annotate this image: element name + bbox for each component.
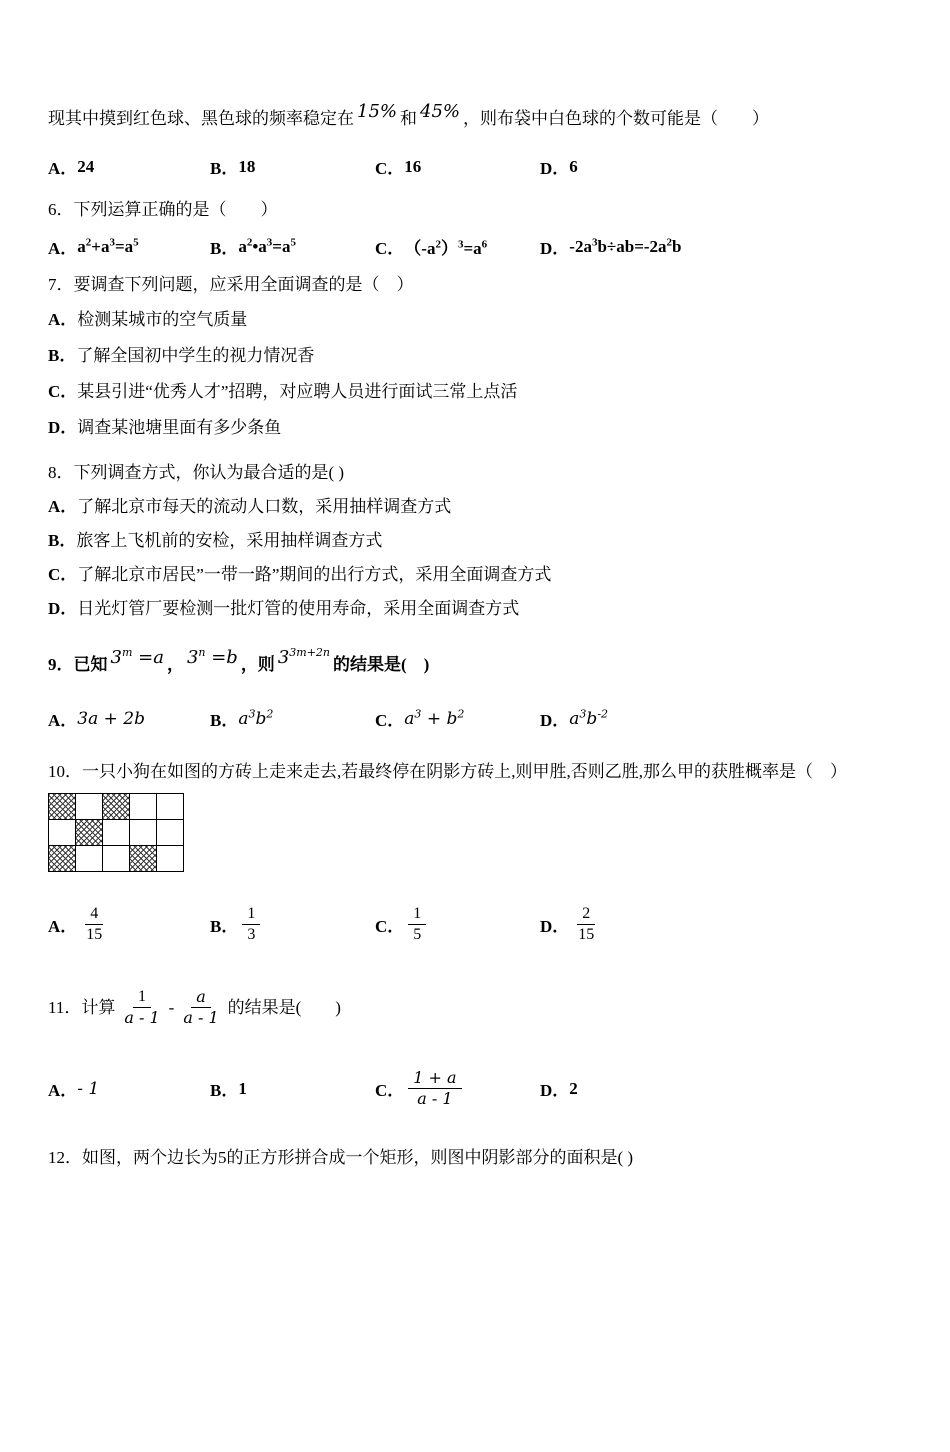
option-label: A．: [48, 239, 78, 258]
option-label: B．: [210, 159, 239, 178]
q5-option-b: [210, 154, 375, 179]
q11-number: 11．: [48, 997, 82, 1017]
fraction: [119, 987, 164, 1028]
q8-stem-text: 下列调查方式，你认为最合适的是( ): [73, 463, 345, 482]
q6-stem-text: 下列运算正确的是（ ）: [73, 200, 278, 219]
q9-tail: 的结果是( ): [333, 655, 430, 674]
option-label: D．: [540, 917, 570, 936]
grid-cell: [103, 846, 130, 872]
fraction-numerator: 4: [85, 904, 103, 925]
q10-stem: [48, 761, 890, 783]
q7-options: [48, 302, 890, 446]
fraction-denominator: 5: [413, 926, 422, 943]
q11-option-c: [375, 1068, 540, 1109]
q10-option-a: [48, 904, 210, 945]
option-label: B．: [48, 346, 77, 365]
q9-option-d: [540, 706, 890, 731]
q9-known: 已知: [73, 655, 108, 674]
option-text: 检测某城市的空气质量: [77, 310, 248, 329]
option-expression: $(-a^2)^3=a^6$: [404, 238, 488, 258]
grid-cell: [130, 820, 157, 846]
q9-options: [48, 706, 890, 731]
q6-stem: [48, 199, 890, 221]
fraction-denominator: a - 1: [183, 1008, 219, 1027]
fraction-numerator: a: [191, 987, 211, 1008]
q12-stem: [48, 1147, 890, 1169]
q5-stem-before: 现其中摸到红色球、黑色球的频率稳定在: [48, 109, 354, 128]
q8-stem: [48, 462, 890, 484]
fraction: [242, 904, 260, 945]
q9-expression-2: $3^n =b$: [186, 646, 238, 668]
fraction-numerator: 1: [242, 904, 260, 925]
option-label: D．: [540, 239, 570, 258]
option-value: 2: [569, 1078, 578, 1098]
q7-option-d: [48, 410, 890, 446]
q6-option-c: [375, 234, 540, 259]
q9-separator-2: ，则: [240, 655, 275, 674]
grid-cell-shaded: [76, 820, 103, 846]
q11-tail: 的结果是( ): [227, 997, 341, 1017]
option-text: 了解北京市居民”一带一路”期间的出行方式，采用全面调查方式: [77, 565, 552, 584]
q6-option-d: [540, 234, 890, 259]
fraction-numerator: 1 + a: [408, 1068, 461, 1089]
option-expression: $-2a^3b\div ab=-2a^2b$: [569, 235, 682, 256]
q5-option-d: [540, 154, 890, 179]
grid-cell: [76, 846, 103, 872]
option-label: D．: [48, 418, 78, 437]
option-label: D．: [540, 1081, 570, 1100]
option-label: A．: [48, 159, 78, 178]
q9-option-a: [48, 706, 210, 731]
fraction: [81, 904, 107, 945]
q12-number: 12．: [48, 1148, 82, 1167]
q11-option-a: [48, 1076, 210, 1101]
q11-minus-sign: -: [168, 997, 175, 1017]
q8-option-a: [48, 490, 890, 524]
grid-cell-shaded: [49, 794, 76, 820]
option-label: C．: [48, 565, 78, 584]
option-value: - 1: [77, 1078, 100, 1099]
option-text: 了解北京市每天的流动人口数，采用抽样调查方式: [77, 497, 452, 516]
q10-option-d: [540, 904, 890, 945]
q10-stem-text: 一只小狗在如图的方砖上走来走去,若最终停在阴影方砖上,则甲胜,否则乙胜,那么甲的获胜概率是（ ）: [82, 762, 847, 781]
q6-options: [48, 234, 890, 259]
grid-cell: [76, 794, 103, 820]
q5-option-c: [375, 154, 540, 179]
q5-options: [48, 154, 890, 179]
option-text: 某县引进“优秀人才”招聘，对应聘人员进行面试三常上点活: [77, 382, 518, 401]
grid-cell-shaded: [130, 846, 157, 872]
q6-option-a: [48, 234, 210, 259]
q7-stem-text: 要调查下列问题，应采用全面调查的是（ ）: [73, 275, 414, 294]
fraction-denominator: 15: [578, 926, 595, 943]
option-label: D．: [540, 159, 570, 178]
q9-expression-3: $3^{3m+2n}$: [277, 646, 330, 668]
q5-option-a: [48, 154, 210, 179]
option-label: B．: [210, 239, 239, 258]
fraction-numerator: 2: [577, 904, 595, 925]
option-expression: $a^2•a^3=a^5$: [238, 235, 296, 256]
option-text: 旅客上飞机前的安检，采用抽样调查方式: [76, 531, 383, 550]
option-expression: $a^3b^{-2}$: [569, 706, 609, 729]
grid-cell: [130, 794, 157, 820]
q11-option-d: [540, 1076, 890, 1101]
option-value: 6: [569, 156, 578, 176]
option-label: A．: [48, 497, 78, 516]
option-label: A．: [48, 1081, 78, 1100]
option-value: 18: [238, 156, 256, 176]
fraction-denominator: 15: [86, 926, 103, 943]
fraction-denominator: 3: [247, 926, 256, 943]
q8-option-b: [48, 524, 890, 558]
fraction: [573, 904, 599, 945]
option-value: 16: [404, 156, 422, 176]
q10-grid: [48, 793, 184, 872]
option-label: A．: [48, 917, 78, 936]
option-label: C．: [48, 382, 78, 401]
q11-lead: 计算: [81, 997, 116, 1017]
q10-option-c: [375, 904, 540, 945]
q6-number: 6．: [48, 200, 74, 219]
q5-percent-2: 45%: [420, 101, 461, 122]
grid-cell: [157, 794, 184, 820]
grid-cell: [103, 820, 130, 846]
option-value: 24: [77, 156, 95, 176]
option-label: D．: [540, 711, 570, 730]
option-label: B．: [210, 1081, 239, 1100]
q9-stem: [48, 646, 890, 678]
fraction-numerator: 1: [133, 987, 151, 1008]
fraction-numerator: 1: [408, 904, 426, 925]
option-label: B．: [48, 531, 77, 550]
grid-cell-shaded: [103, 794, 130, 820]
q7-stem: [48, 274, 890, 296]
q5-stem-after: ，则布袋中白色球的个数可能是（ ）: [463, 109, 770, 128]
option-expression: $a^3 + b^2$: [404, 706, 465, 729]
option-label: C．: [375, 711, 405, 730]
q9-expression-1: $3^m =a$: [110, 646, 164, 668]
q7-option-b: [48, 338, 890, 374]
fraction: [408, 1068, 461, 1109]
q9-option-b: [210, 706, 375, 731]
option-expression: 3a + 2b: [77, 708, 145, 729]
q11-option-b: [210, 1076, 375, 1101]
q8-option-c: [48, 558, 890, 592]
option-label: C．: [375, 917, 405, 936]
option-value: 1: [238, 1078, 247, 1098]
q9-option-c: [375, 706, 540, 731]
option-label: C．: [375, 239, 405, 258]
q5-stem: [48, 101, 890, 130]
option-label: A．: [48, 310, 78, 329]
q8-options: [48, 490, 890, 626]
fraction-denominator: a - 1: [124, 1008, 160, 1027]
fraction: [408, 904, 426, 945]
q7-number: 7．: [48, 275, 74, 294]
q7-option-a: [48, 302, 890, 338]
q8-option-d: [48, 592, 890, 626]
exam-page: [0, 101, 950, 1169]
q9-number: 9．: [48, 655, 74, 674]
option-label: A．: [48, 711, 78, 730]
option-label: D．: [48, 599, 78, 618]
option-text: 调查某池塘里面有多少条鱼: [77, 418, 282, 437]
option-text: 了解全国初中学生的视力情况香: [76, 346, 315, 365]
q5-conjunction: 和: [400, 109, 418, 128]
q9-separator-1: ，: [166, 655, 184, 674]
option-label: C．: [375, 159, 405, 178]
grid-cell: [157, 846, 184, 872]
grid-cell: [157, 820, 184, 846]
option-label: B．: [210, 917, 239, 936]
grid-cell: [49, 820, 76, 846]
q5-percent-1: 15%: [357, 101, 398, 122]
option-label: B．: [210, 711, 239, 730]
q10-options: [48, 904, 890, 945]
q7-option-c: [48, 374, 890, 410]
option-text: 日光灯管厂要检测一批灯管的使用寿命，采用全面调查方式: [77, 599, 520, 618]
q6-option-b: [210, 234, 375, 259]
option-label: C．: [375, 1081, 405, 1100]
fraction: [178, 987, 223, 1028]
q11-stem: [48, 987, 890, 1028]
q10-option-b: [210, 904, 375, 945]
q10-number: 10．: [48, 762, 82, 781]
option-expression: $a^3b^2$: [238, 706, 274, 729]
q12-stem-text: 如图，两个边长为5的正方形拼合成一个矩形，则图中阴影部分的面积是( ): [82, 1148, 634, 1167]
q11-options: [48, 1068, 890, 1109]
option-expression: $a^2+a^3=a^5$: [77, 235, 139, 256]
fraction-denominator: a - 1: [417, 1089, 453, 1108]
grid-cell-shaded: [49, 846, 76, 872]
q8-number: 8．: [48, 463, 74, 482]
